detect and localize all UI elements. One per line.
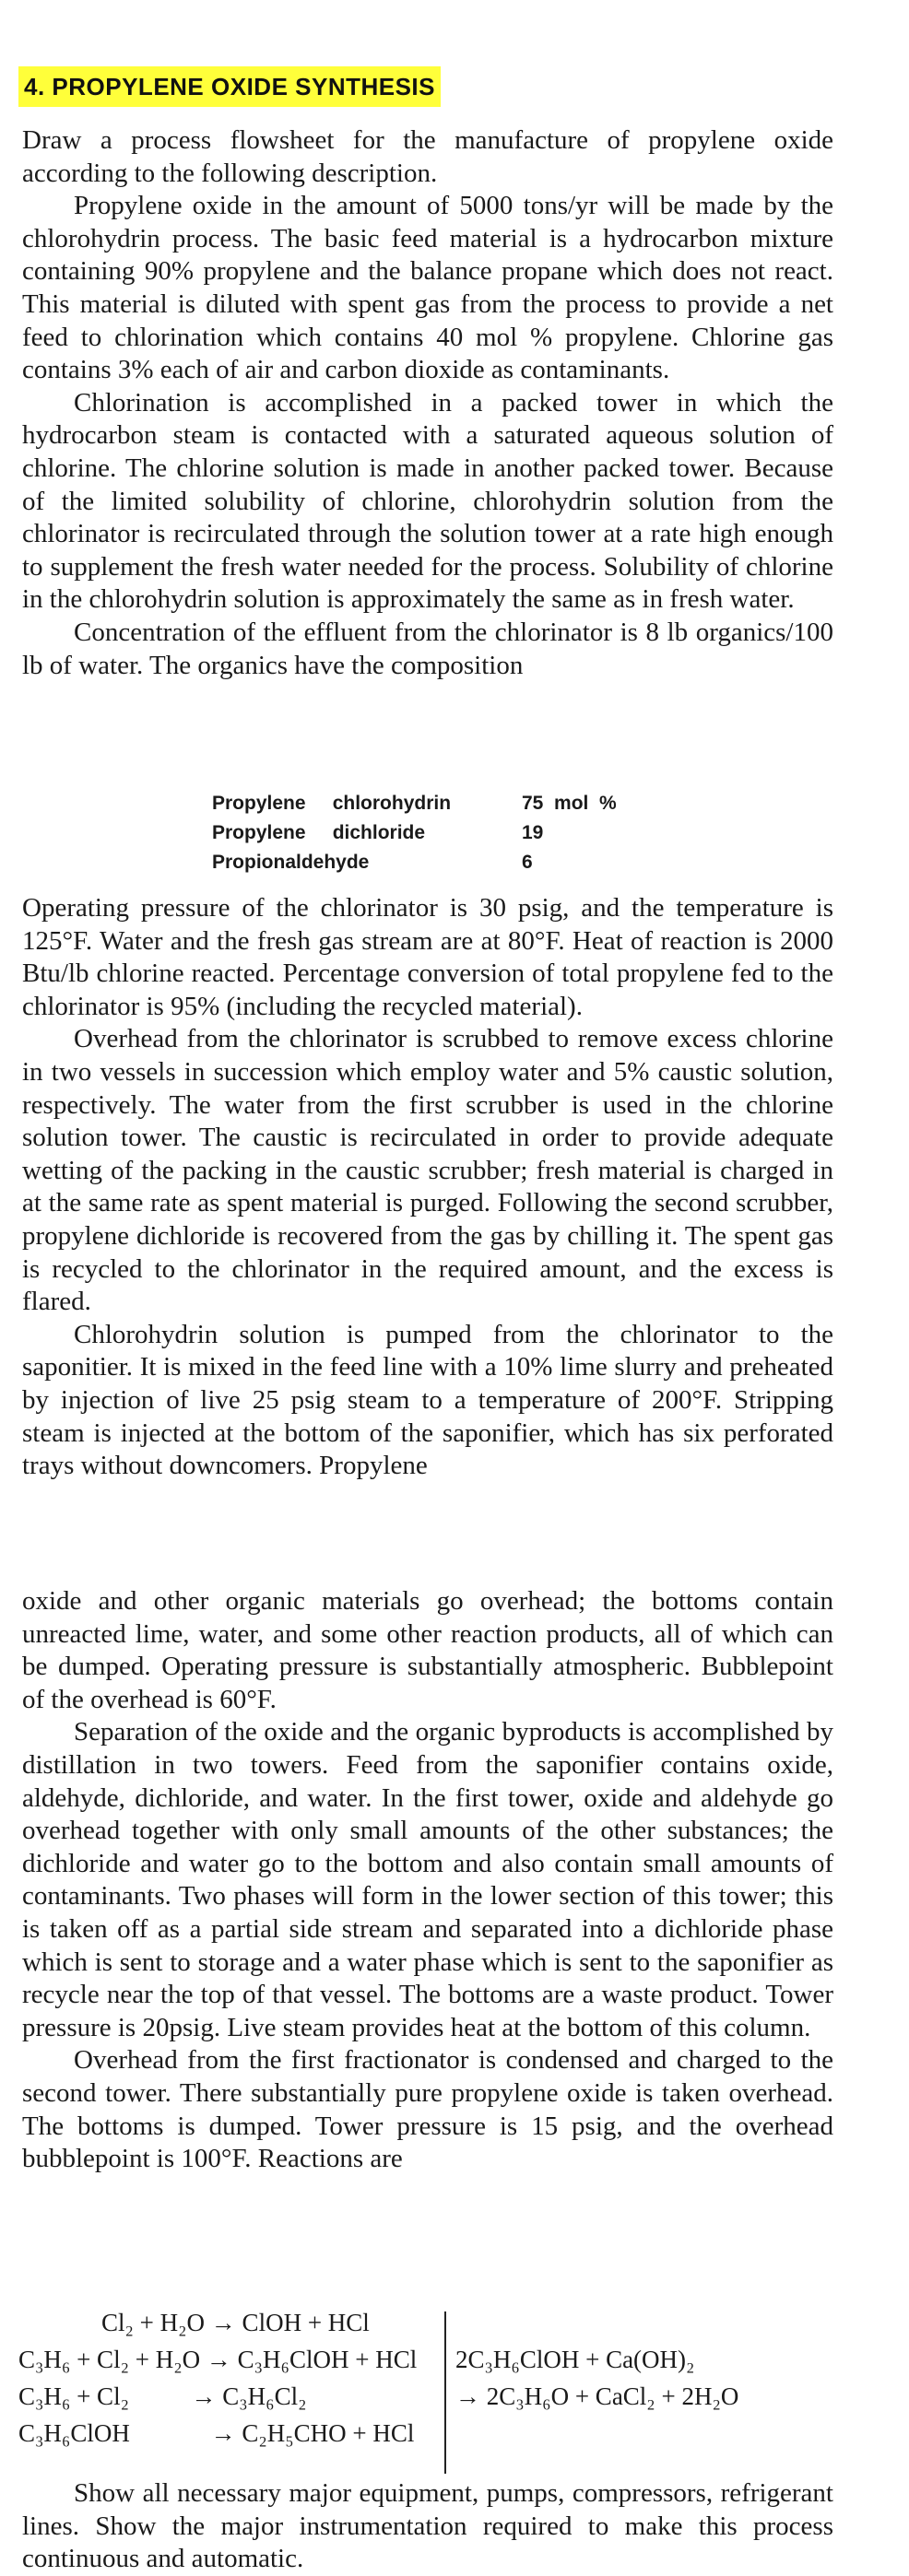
table-row [212,848,617,877]
reactions-left [18,2304,441,2452]
paragraph: Operating pressure of the chlorinator is 30 psig, and the temperature is 125°F. Water and the fresh gas stream are at 80°F. Heat of reaction is 2000 Btu/lb chlorine reacted. Percentage conversion of total propylene fed to the chlorinator is 95% (including the recycled material). [22,893,833,1021]
component-name: Propylene dichloride [212,822,426,843]
reaction-equation: C₃H₆ + Cl₂ → C₃H₆Cl₂ [18,2382,307,2410]
paragraph: Chlorination is accomplished in a packed tower in which the hydrocarbon steam is contacted with a saturated aqueous solution of chlorine. The chlorine solution is made in another packed tower. Because of the limited solubility of chlorine, chlorohydrin solution from the chlorinator is recirculated through the solution tower at a rate high enough to supplement the fresh water needed for the process. Solubility of chlorine in the chlorohydrin solution is approximately the same as in fresh water. [22,387,833,615]
component-value: 6 [522,852,533,873]
paragraph: Show all necessary major equipment, pumps, compressors, refrigerant lines. Show the major instrumentation required to make this process continuous and automatic. [22,2478,833,2574]
lower-block [22,1585,833,2176]
reaction-equation: → 2C₃H₆O + CaCl₂ + 2H₂O [455,2382,739,2410]
table-row [212,789,617,818]
table-row [212,818,617,848]
paragraph: Propylene oxide in the amount of 5000 tons/yr will be made by the chlorohydrin process. The basic feed material is a hydrocarbon mixture containing 90% propylene and the balance propane which does not react. This material is diluted with spent gas from the process to provide a net feed to chlorination which contains 40 mol % propylene. Chlorine gas contains 3% each of air and carbon dioxide as contaminants. [22,191,833,385]
component-value: 19 [522,822,544,843]
section-heading: 4. PROPYLENE OXIDE SYNTHESIS [18,66,441,107]
reaction-equation: C₃H₆ + Cl₂ + H₂O → C₃H₆ClOH + HCl [18,2346,418,2373]
reactions-right [455,2341,738,2415]
paragraph: Separation of the oxide and the organic byproducts is accomplished by distillation in two towers. Feed from the saponifier contains oxide, aldehyde, dichloride, and water. In the first tower, oxide and aldehyde go overhead together with only small amounts of the other substances; the dichloride and water go to the bottom and also contain small amounts of contaminants. Two phases will form in the lower section of this tower; this is taken off as a partial side stream and separated into a dichloride phase which is sent to storage and a water phase which is sent to the saponifier as recycle near the top of that vessel. The bottoms are a waste product. Tower pressure is 20psig. Live steam provides heat at the bottom of this column. [22,1717,833,2042]
paragraph: Overhead from the chlorinator is scrubbed to remove excess chlorine in two vessels in succession which employ water and 5% caustic solution, respectively. The water from the first scrubber is used in the chlorine solution tower. The caustic is recirculated in order to provide adequate wetting of the packing in the caustic scrubber; fresh material is charged in at the same rate as spent material is purged. Following the second scrubber, propylene dichloride is recovered from the gas by chilling it. The spent gas is recycled to the chlorinator in the required amount, and the excess is flared. [22,1024,833,1317]
reaction-equation: 2C₃H₆ClOH + Ca(OH)₂ [455,2346,695,2373]
component-name: Propylene chlorohydrin [212,793,452,814]
divider [444,2311,446,2474]
reaction-equation: Cl₂ + H₂O → ClOH + HCl [101,2309,370,2336]
paragraph: Concentration of the effluent from the chlorinator is 8 lb organics/100 lb of water. The organics have the composition [22,617,833,680]
middle-block [22,892,833,1483]
composition-table [212,789,617,877]
component-name: Propionaldehyde [212,852,370,873]
component-value: 75 mol % [522,793,617,814]
reaction-equation: C₃H₆ClOH → C₂H₅CHO + HCl [18,2419,415,2447]
intro-block [22,124,833,682]
paragraph: oxide and other organic materials go overhead; the bottoms contain unreacted lime, water, and some other reaction products, all of which can be dumped. Operating pressure is substantially atmospheric. Bubblepoint of the overhead is 60°F. [22,1586,833,1714]
closing-block [22,2477,833,2576]
paragraph: Draw a process flowsheet for the manufacture of propylene oxide according to the following description. [22,125,833,188]
paragraph: Chlorohydrin solution is pumped from the chlorinator to the saponitier. It is mixed in the feed line with a 10% lime slurry and preheated by injection of live 25 psig steam to a temperature of 200°F. Stripping steam is injected at the bottom of the saponifier, which has six perforated trays without downcomers. Propylene [22,1319,833,1481]
reactions-block [18,2304,848,2479]
paragraph: Overhead from the first fractionator is condensed and charged to the second tower. There substantially pure propylene oxide is taken overhead. The bottoms is dumped. Tower pressure is 15 psig, and the overhead bubblepoint is 100°F. Reactions are [22,2045,833,2174]
